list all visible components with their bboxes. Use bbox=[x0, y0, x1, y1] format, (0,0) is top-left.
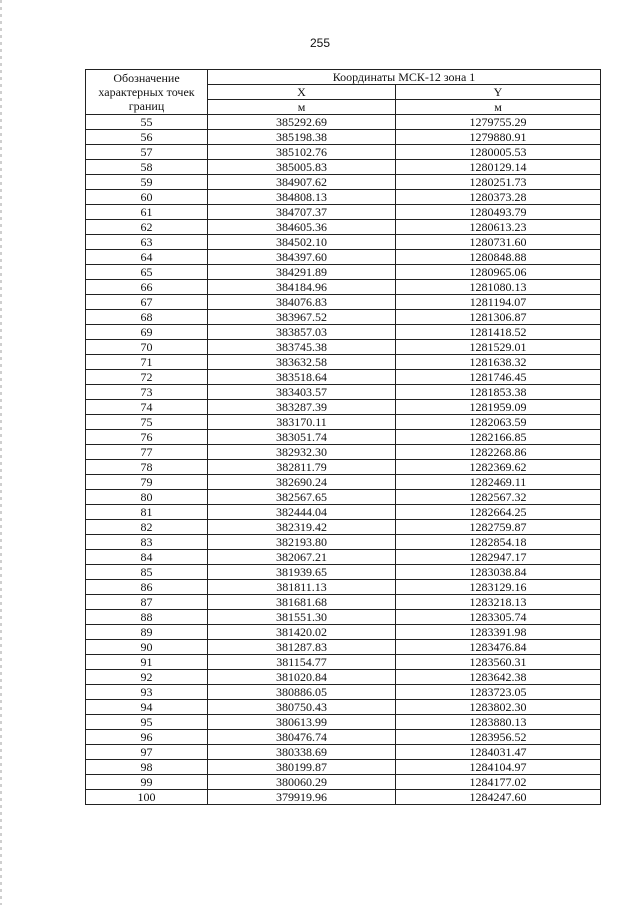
table-row bbox=[86, 145, 601, 160]
point-number-cell: 85 bbox=[86, 565, 208, 580]
y-coordinate-cell: 1282947.17 bbox=[396, 550, 601, 565]
y-coordinate-cell: 1283642.38 bbox=[396, 670, 601, 685]
table-row bbox=[86, 625, 601, 640]
y-coordinate-cell: 1281638.32 bbox=[396, 355, 601, 370]
point-number-cell: 90 bbox=[86, 640, 208, 655]
point-number-cell: 65 bbox=[86, 265, 208, 280]
x-coordinate-cell: 383051.74 bbox=[208, 430, 396, 445]
table-row bbox=[86, 340, 601, 355]
table-row bbox=[86, 610, 601, 625]
y-coordinate-cell: 1280493.79 bbox=[396, 205, 601, 220]
table-row bbox=[86, 475, 601, 490]
x-coordinate-cell: 383170.11 bbox=[208, 415, 396, 430]
x-coordinate-cell: 380750.43 bbox=[208, 700, 396, 715]
x-coordinate-cell: 385102.76 bbox=[208, 145, 396, 160]
x-coordinate-cell: 380886.05 bbox=[208, 685, 396, 700]
table-row bbox=[86, 400, 601, 415]
x-coordinate-cell: 381020.84 bbox=[208, 670, 396, 685]
y-coordinate-cell: 1280965.06 bbox=[396, 265, 601, 280]
x-column-header: X bbox=[208, 85, 396, 100]
point-number-cell: 70 bbox=[86, 340, 208, 355]
x-coordinate-cell: 380476.74 bbox=[208, 730, 396, 745]
x-coordinate-cell: 382067.21 bbox=[208, 550, 396, 565]
table-row bbox=[86, 445, 601, 460]
table-body bbox=[86, 115, 601, 805]
x-coordinate-cell: 380060.29 bbox=[208, 775, 396, 790]
table-row bbox=[86, 205, 601, 220]
y-coordinate-cell: 1280251.73 bbox=[396, 175, 601, 190]
x-unit-header: м bbox=[208, 100, 396, 115]
table-row bbox=[86, 325, 601, 340]
x-coordinate-cell: 384184.96 bbox=[208, 280, 396, 295]
point-number-cell: 62 bbox=[86, 220, 208, 235]
y-coordinate-cell: 1284104.97 bbox=[396, 760, 601, 775]
coordinates-table bbox=[85, 69, 601, 805]
point-number-cell: 71 bbox=[86, 355, 208, 370]
y-coordinate-cell: 1282166.85 bbox=[396, 430, 601, 445]
table-row bbox=[86, 745, 601, 760]
table-row bbox=[86, 685, 601, 700]
x-coordinate-cell: 383287.39 bbox=[208, 400, 396, 415]
point-number-cell: 59 bbox=[86, 175, 208, 190]
table-row bbox=[86, 250, 601, 265]
point-number-cell: 55 bbox=[86, 115, 208, 130]
y-coordinate-cell: 1282854.18 bbox=[396, 535, 601, 550]
point-number-cell: 92 bbox=[86, 670, 208, 685]
point-number-cell: 76 bbox=[86, 430, 208, 445]
y-coordinate-cell: 1280731.60 bbox=[396, 235, 601, 250]
x-coordinate-cell: 381551.30 bbox=[208, 610, 396, 625]
table-row bbox=[86, 715, 601, 730]
x-coordinate-cell: 384907.62 bbox=[208, 175, 396, 190]
y-coordinate-cell: 1283476.84 bbox=[396, 640, 601, 655]
table-row bbox=[86, 790, 601, 805]
y-coordinate-cell: 1284247.60 bbox=[396, 790, 601, 805]
point-number-cell: 64 bbox=[86, 250, 208, 265]
y-coordinate-cell: 1281418.52 bbox=[396, 325, 601, 340]
x-coordinate-cell: 384076.83 bbox=[208, 295, 396, 310]
x-coordinate-cell: 381287.83 bbox=[208, 640, 396, 655]
x-coordinate-cell: 382319.42 bbox=[208, 520, 396, 535]
point-number-cell: 61 bbox=[86, 205, 208, 220]
x-coordinate-cell: 381420.02 bbox=[208, 625, 396, 640]
y-coordinate-cell: 1284031.47 bbox=[396, 745, 601, 760]
point-number-cell: 86 bbox=[86, 580, 208, 595]
point-number-cell: 74 bbox=[86, 400, 208, 415]
table-row bbox=[86, 385, 601, 400]
x-coordinate-cell: 383632.58 bbox=[208, 355, 396, 370]
x-coordinate-cell: 382444.04 bbox=[208, 505, 396, 520]
table-row bbox=[86, 190, 601, 205]
point-number-cell: 93 bbox=[86, 685, 208, 700]
y-coordinate-cell: 1283956.52 bbox=[396, 730, 601, 745]
x-coordinate-cell: 383518.64 bbox=[208, 370, 396, 385]
table-row bbox=[86, 355, 601, 370]
y-coordinate-cell: 1281194.07 bbox=[396, 295, 601, 310]
table-row bbox=[86, 490, 601, 505]
y-coordinate-cell: 1281080.13 bbox=[396, 280, 601, 295]
point-number-cell: 81 bbox=[86, 505, 208, 520]
y-coordinate-cell: 1279755.29 bbox=[396, 115, 601, 130]
x-coordinate-cell: 379919.96 bbox=[208, 790, 396, 805]
y-coordinate-cell: 1283038.84 bbox=[396, 565, 601, 580]
table-row bbox=[86, 655, 601, 670]
point-number-cell: 56 bbox=[86, 130, 208, 145]
y-coordinate-cell: 1283723.05 bbox=[396, 685, 601, 700]
x-coordinate-cell: 382690.24 bbox=[208, 475, 396, 490]
x-coordinate-cell: 380338.69 bbox=[208, 745, 396, 760]
table-row bbox=[86, 370, 601, 385]
y-coordinate-cell: 1282567.32 bbox=[396, 490, 601, 505]
table-row bbox=[86, 535, 601, 550]
point-designation-header: Обозначение характерных точек границ bbox=[86, 70, 208, 115]
y-unit-header: м bbox=[396, 100, 601, 115]
point-number-cell: 77 bbox=[86, 445, 208, 460]
point-number-cell: 100 bbox=[86, 790, 208, 805]
x-coordinate-cell: 381681.68 bbox=[208, 595, 396, 610]
point-number-cell: 98 bbox=[86, 760, 208, 775]
x-coordinate-cell: 382811.79 bbox=[208, 460, 396, 475]
y-coordinate-cell: 1283391.98 bbox=[396, 625, 601, 640]
table-row bbox=[86, 640, 601, 655]
table-row bbox=[86, 580, 601, 595]
table-row bbox=[86, 310, 601, 325]
y-coordinate-cell: 1280005.53 bbox=[396, 145, 601, 160]
table-row bbox=[86, 430, 601, 445]
point-number-cell: 89 bbox=[86, 625, 208, 640]
y-coordinate-cell: 1281529.01 bbox=[396, 340, 601, 355]
y-coordinate-cell: 1281306.87 bbox=[396, 310, 601, 325]
x-coordinate-cell: 382567.65 bbox=[208, 490, 396, 505]
point-number-cell: 99 bbox=[86, 775, 208, 790]
y-coordinate-cell: 1280373.28 bbox=[396, 190, 601, 205]
table-row bbox=[86, 220, 601, 235]
x-coordinate-cell: 385198.38 bbox=[208, 130, 396, 145]
x-coordinate-cell: 384502.10 bbox=[208, 235, 396, 250]
x-coordinate-cell: 383857.03 bbox=[208, 325, 396, 340]
point-number-cell: 75 bbox=[86, 415, 208, 430]
x-coordinate-cell: 383967.52 bbox=[208, 310, 396, 325]
x-coordinate-cell: 382193.80 bbox=[208, 535, 396, 550]
x-coordinate-cell: 384397.60 bbox=[208, 250, 396, 265]
table-row bbox=[86, 460, 601, 475]
table-row bbox=[86, 700, 601, 715]
table-row bbox=[86, 550, 601, 565]
x-coordinate-cell: 385292.69 bbox=[208, 115, 396, 130]
y-coordinate-cell: 1282759.87 bbox=[396, 520, 601, 535]
point-number-cell: 94 bbox=[86, 700, 208, 715]
table-row bbox=[86, 175, 601, 190]
point-number-cell: 72 bbox=[86, 370, 208, 385]
x-coordinate-cell: 380199.87 bbox=[208, 760, 396, 775]
point-number-cell: 73 bbox=[86, 385, 208, 400]
x-coordinate-cell: 382932.30 bbox=[208, 445, 396, 460]
x-coordinate-cell: 384808.13 bbox=[208, 190, 396, 205]
point-number-cell: 88 bbox=[86, 610, 208, 625]
x-coordinate-cell: 383403.57 bbox=[208, 385, 396, 400]
y-coordinate-cell: 1280613.23 bbox=[396, 220, 601, 235]
y-coordinate-cell: 1282369.62 bbox=[396, 460, 601, 475]
table-row bbox=[86, 280, 601, 295]
table-row bbox=[86, 775, 601, 790]
point-number-cell: 96 bbox=[86, 730, 208, 745]
y-coordinate-cell: 1284177.02 bbox=[396, 775, 601, 790]
point-number-cell: 87 bbox=[86, 595, 208, 610]
table-row bbox=[86, 415, 601, 430]
y-coordinate-cell: 1281853.38 bbox=[396, 385, 601, 400]
table-row bbox=[86, 295, 601, 310]
point-number-cell: 67 bbox=[86, 295, 208, 310]
y-coordinate-cell: 1280848.88 bbox=[396, 250, 601, 265]
point-number-cell: 66 bbox=[86, 280, 208, 295]
x-coordinate-cell: 381811.13 bbox=[208, 580, 396, 595]
table-row bbox=[86, 160, 601, 175]
y-coordinate-cell: 1283880.13 bbox=[396, 715, 601, 730]
y-coordinate-cell: 1280129.14 bbox=[396, 160, 601, 175]
point-number-cell: 95 bbox=[86, 715, 208, 730]
table-row bbox=[86, 730, 601, 745]
point-number-cell: 82 bbox=[86, 520, 208, 535]
point-number-cell: 57 bbox=[86, 145, 208, 160]
table-row bbox=[86, 595, 601, 610]
y-coordinate-cell: 1282063.59 bbox=[396, 415, 601, 430]
point-number-cell: 68 bbox=[86, 310, 208, 325]
y-coordinate-cell: 1282469.11 bbox=[396, 475, 601, 490]
point-number-cell: 80 bbox=[86, 490, 208, 505]
y-coordinate-cell: 1283802.30 bbox=[396, 700, 601, 715]
y-coordinate-cell: 1283305.74 bbox=[396, 610, 601, 625]
y-coordinate-cell: 1283560.31 bbox=[396, 655, 601, 670]
table-row bbox=[86, 520, 601, 535]
y-coordinate-cell: 1281959.09 bbox=[396, 400, 601, 415]
table-row bbox=[86, 265, 601, 280]
x-coordinate-cell: 383745.38 bbox=[208, 340, 396, 355]
table-row bbox=[86, 670, 601, 685]
table-row bbox=[86, 130, 601, 145]
y-coordinate-cell: 1282664.25 bbox=[396, 505, 601, 520]
x-coordinate-cell: 385005.83 bbox=[208, 160, 396, 175]
scan-edge-line bbox=[0, 0, 2, 905]
point-number-cell: 84 bbox=[86, 550, 208, 565]
point-number-cell: 63 bbox=[86, 235, 208, 250]
y-coordinate-cell: 1283218.13 bbox=[396, 595, 601, 610]
x-coordinate-cell: 384291.89 bbox=[208, 265, 396, 280]
y-coordinate-cell: 1281746.45 bbox=[396, 370, 601, 385]
point-number-cell: 83 bbox=[86, 535, 208, 550]
point-number-cell: 60 bbox=[86, 190, 208, 205]
table-row bbox=[86, 115, 601, 130]
point-number-cell: 58 bbox=[86, 160, 208, 175]
table-row bbox=[86, 235, 601, 250]
x-coordinate-cell: 380613.99 bbox=[208, 715, 396, 730]
x-coordinate-cell: 384605.36 bbox=[208, 220, 396, 235]
coordinates-system-header: Координаты МСК-12 зона 1 bbox=[208, 70, 601, 85]
point-number-cell: 78 bbox=[86, 460, 208, 475]
table-row bbox=[86, 760, 601, 775]
y-coordinate-cell: 1282268.86 bbox=[396, 445, 601, 460]
point-number-cell: 97 bbox=[86, 745, 208, 760]
x-coordinate-cell: 381154.77 bbox=[208, 655, 396, 670]
y-coordinate-cell: 1279880.91 bbox=[396, 130, 601, 145]
x-coordinate-cell: 381939.65 bbox=[208, 565, 396, 580]
table-row bbox=[86, 505, 601, 520]
point-number-cell: 79 bbox=[86, 475, 208, 490]
table-row bbox=[86, 565, 601, 580]
page-number: 255 bbox=[309, 36, 331, 50]
point-number-cell: 69 bbox=[86, 325, 208, 340]
y-coordinate-cell: 1283129.16 bbox=[396, 580, 601, 595]
point-number-cell: 91 bbox=[86, 655, 208, 670]
x-coordinate-cell: 384707.37 bbox=[208, 205, 396, 220]
y-column-header: Y bbox=[396, 85, 601, 100]
